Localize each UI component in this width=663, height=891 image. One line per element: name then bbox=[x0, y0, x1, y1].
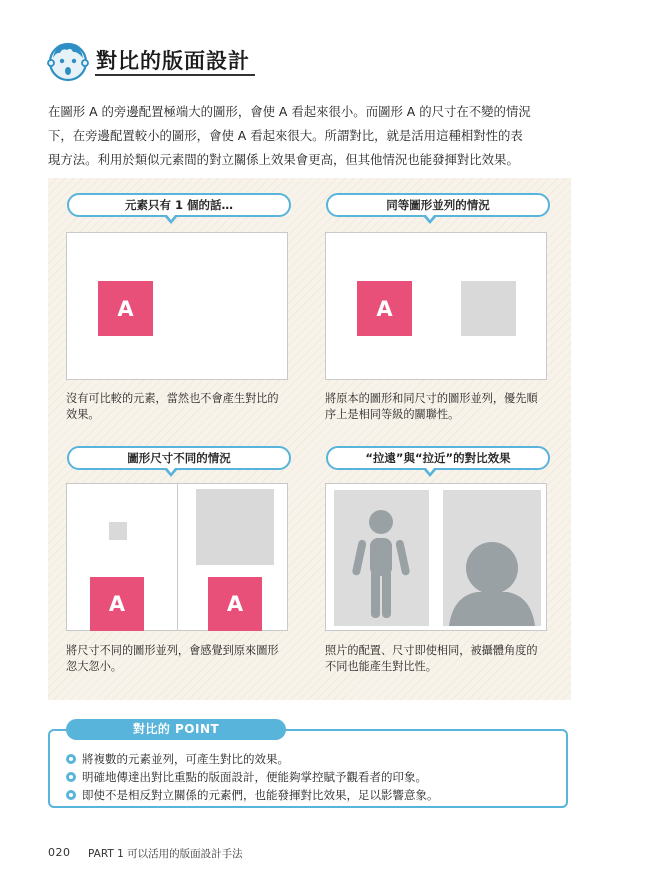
caption-line: 照片的配置、尺寸即使相同，被攝體角度的 bbox=[325, 644, 538, 657]
shape-grey-equal bbox=[461, 281, 516, 336]
speech-tail bbox=[424, 470, 436, 477]
example-frame-equal bbox=[325, 232, 547, 380]
title-underline bbox=[95, 74, 255, 76]
intro-line: 下，在旁邊配置較小的圖形，會使 A 看起來很大。所謂對比，就是活用這種相對性的表 bbox=[48, 128, 523, 143]
bust-silhouette-icon bbox=[443, 490, 541, 626]
photo-far bbox=[334, 490, 429, 626]
example-caption-zoom bbox=[325, 643, 538, 675]
example-frame-size bbox=[66, 483, 288, 631]
example-caption-single bbox=[66, 391, 279, 423]
example-heading-zoom: “拉遠”與“拉近”的對比效果 bbox=[326, 446, 550, 470]
example-heading-equal: 同等圖形並列的情況 bbox=[326, 193, 550, 217]
point-tab: 對比的 POINT bbox=[66, 719, 286, 740]
example-frame-zoom bbox=[325, 483, 547, 631]
bullet-icon bbox=[66, 772, 76, 782]
mascot-face-icon bbox=[47, 40, 89, 82]
page-title: 對比的版面設計 bbox=[96, 49, 250, 73]
caption-line: 序上是相同等級的關聯性。 bbox=[325, 408, 460, 421]
point-item-text: 明確地傳達出對比重點的版面設計，便能夠掌控賦予觀看者的印象。 bbox=[82, 770, 427, 784]
page-number: 020 bbox=[48, 846, 71, 859]
caption-line: 沒有可比較的元素，當然也不會產生對比的 bbox=[66, 392, 279, 405]
point-item-text: 將複數的元素並列，可產生對比的效果。 bbox=[82, 752, 289, 766]
example-heading-size: 圖形尺寸不同的情況 bbox=[67, 446, 291, 470]
shape-grey-large bbox=[196, 489, 274, 565]
bullet-icon bbox=[66, 754, 76, 764]
intro-paragraph bbox=[48, 100, 588, 172]
frame-divider bbox=[177, 484, 178, 630]
point-item bbox=[66, 751, 289, 767]
intro-line: 現方法。利用於類似元素間的對立關係上效果會更高，但其他情況也能發揮對比效果。 bbox=[48, 152, 519, 167]
caption-line: 忽大忽小。 bbox=[66, 660, 122, 673]
running-footer: PART 1 可以活用的版面設計手法 bbox=[88, 848, 243, 860]
full-body-silhouette-icon bbox=[334, 490, 429, 626]
speech-tail bbox=[165, 470, 177, 477]
example-heading-single: 元素只有 1 個的話… bbox=[67, 193, 291, 217]
point-item-text: 即使不是相反對立關係的元素們，也能發揮對比效果，足以影響意象。 bbox=[82, 788, 439, 802]
caption-line: 將原本的圖形和同尺寸的圖形並列，優先順 bbox=[325, 392, 538, 405]
caption-line: 將尺寸不同的圖形並列，會感覺到原來圖形 bbox=[66, 644, 279, 657]
caption-line: 不同也能產生對比性。 bbox=[325, 660, 437, 673]
shape-a-left: A bbox=[90, 577, 144, 631]
shape-a-right: A bbox=[208, 577, 262, 631]
example-caption-size bbox=[66, 643, 279, 675]
example-frame-single bbox=[66, 232, 288, 380]
bullet-icon bbox=[66, 790, 76, 800]
intro-line: 在圖形 A 的旁邊配置極端大的圖形，會使 A 看起來很小。而圖形 A 的尺寸在不變的情況 bbox=[48, 104, 531, 119]
point-item bbox=[66, 769, 427, 785]
caption-line: 效果。 bbox=[66, 408, 100, 421]
speech-tail bbox=[424, 217, 436, 224]
shape-grey-small bbox=[109, 522, 127, 540]
example-caption-equal bbox=[325, 391, 538, 423]
shape-a: A bbox=[98, 281, 153, 336]
speech-tail bbox=[165, 217, 177, 224]
shape-a: A bbox=[357, 281, 412, 336]
photo-near bbox=[443, 490, 541, 626]
point-item bbox=[66, 787, 439, 803]
